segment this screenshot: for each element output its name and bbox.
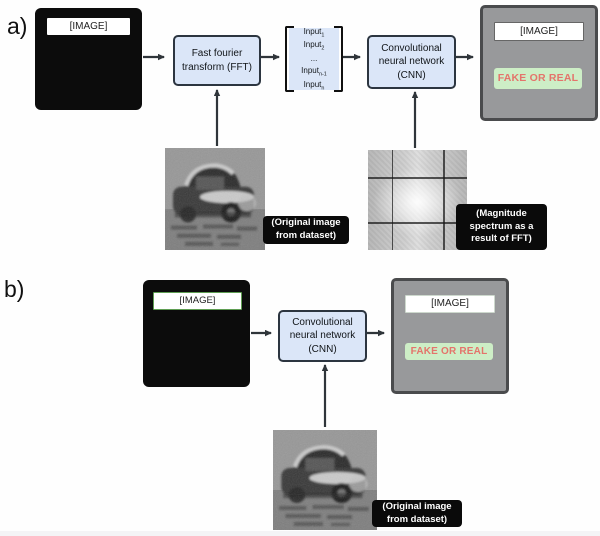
fft-box: Fast fourier transform (FFT)	[173, 35, 261, 86]
input-vector	[285, 26, 343, 92]
spectrum-caption: (Magnitude spectrum as a result of FFT)	[456, 204, 547, 250]
input-vector-item: ...	[310, 54, 318, 63]
output-box-a	[480, 5, 598, 121]
spectrum-grid-line	[392, 150, 394, 250]
cnn-box-a: Convolutional neural network (CNN)	[367, 35, 456, 89]
spectrum-grid-line	[443, 150, 445, 250]
original-car-image-a	[165, 148, 265, 250]
spectrum-grid-line	[368, 222, 467, 224]
input-image-box-a	[35, 8, 142, 110]
input-vector-items	[289, 26, 339, 92]
output-box-b	[391, 278, 509, 394]
input-image-box-b	[143, 280, 250, 387]
input-vector-item: Input$_1$	[303, 26, 325, 39]
bottom-edge-strip	[0, 531, 600, 536]
input-vector-item: Input$_n$	[303, 79, 325, 92]
spectrum-grid-line	[368, 177, 467, 179]
fake-or-real-badge: FAKE OR REAL	[494, 68, 582, 89]
image-placeholder-label: [IMAGE]	[47, 18, 130, 35]
original-image-caption-b: (Original image from dataset)	[372, 500, 462, 527]
fake-or-real-badge: FAKE OR REAL	[405, 343, 493, 360]
input-vector-item: Input$_{n-1}$	[301, 66, 327, 78]
image-placeholder-label: [IMAGE]	[405, 295, 495, 313]
section-label-b: b)	[4, 276, 25, 302]
original-image-caption-a: (Original image from dataset)	[263, 216, 349, 244]
cnn-box-b: Convolutional neural network (CNN)	[278, 310, 367, 362]
input-vector-item: Input$_2$	[303, 40, 325, 52]
image-placeholder-label: [IMAGE]	[153, 292, 242, 310]
original-car-image-b	[273, 430, 377, 530]
image-placeholder-label: [IMAGE]	[494, 22, 584, 41]
section-label-a: a)	[7, 13, 28, 39]
magnitude-spectrum-image	[368, 150, 467, 250]
